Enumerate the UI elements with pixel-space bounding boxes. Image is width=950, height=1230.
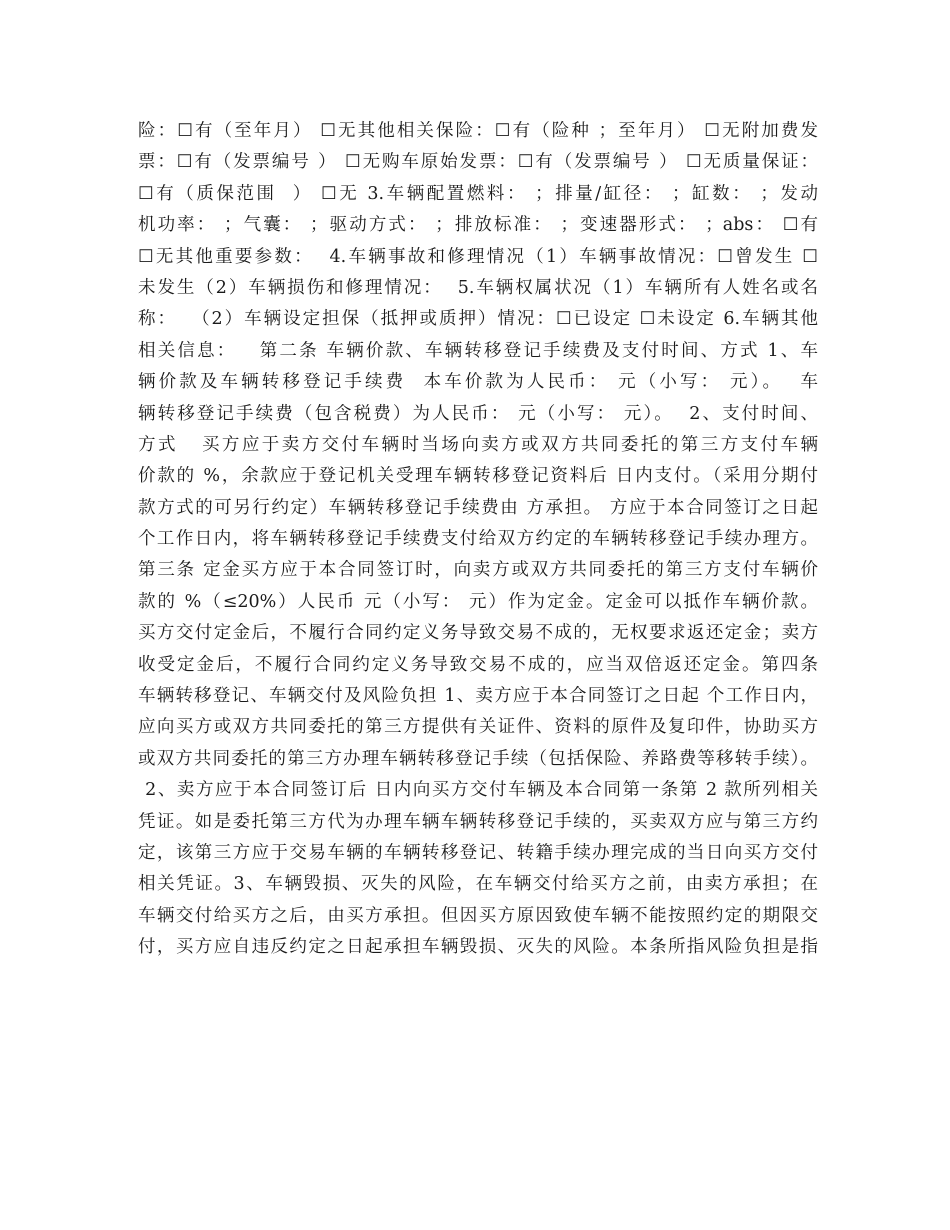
text-line: 买方交付定金后，不履行合同约定义务导致交易不成的，无权要求返还定金；卖方 [138,623,818,644]
text-line: 称： （2）车辆设定担保（抵押或质押）情况：☐已设定 ☐未设定 6.车辆其他 [138,309,818,330]
text-line: 辆价款及车辆转移登记手续费 本车价款为人民币： 元（小写： 元）。 车 [138,372,818,393]
contract-text-body [138,116,818,964]
text-line: 个工作日内，将车辆转移登记手续费支付给双方约定的车辆转移登记手续办理方。 [138,529,818,550]
text-line: 方式 买方应于卖方交付车辆时当场向卖方或双方共同委托的第三方支付车辆 [138,434,818,455]
text-line: 辆转移登记手续费（包含税费）为人民币： 元（小写： 元）。 2、支付时间、 [138,403,818,424]
text-line: ☐无其他重要参数： 4.车辆事故和修理情况（1）车辆事故情况：☐曾发生 ☐ [138,246,818,267]
text-line: 定，该第三方应于交易车辆的车辆转移登记、转籍手续办理完成的当日向买方交付 [138,842,818,863]
text-line: 车辆转移登记、车辆交付及风险负担 1、卖方应于本合同签订之日起 个工作日内， [138,686,818,707]
text-line: 相关凭证。3、车辆毁损、灭失的风险，在车辆交付给买方之前，由卖方承担；在 [138,874,818,895]
text-line: 车辆交付给买方之后，由买方承担。但因买方原因致使车辆不能按照约定的期限交 [138,905,818,926]
text-line: 价款的 %，余款应于登记机关受理车辆转移登记资料后 日内支付。（采用分期付 [138,466,818,487]
text-line: 险：☐有（至年月） ☐无其他相关保险：☐有（险种 ；至年月） ☐无附加费发 [138,121,818,141]
text-line: 或双方共同委托的第三方办理车辆转移登记手续（包括保险、养路费等移转手续）。 [138,748,818,769]
text-line: 付，买方应自违反约定之日起承担车辆毁损、灭失的风险。本条所指风险负担是指 [138,937,818,958]
text-line: ☐有（质保范围 ） ☐无 3.车辆配置燃料： ；排量/缸径： ；缸数： ；发动 [138,183,818,204]
text-line: 款的 %（≤20%）人民币 元（小写： 元）作为定金。定金可以抵作车辆价款。 [138,591,818,612]
text-line: 凭证。如是委托第三方代为办理车辆车辆转移登记手续的，买卖双方应与第三方约 [138,811,818,832]
text-line: 应向买方或双方共同委托的第三方提供有关证件、资料的原件及复印件，协助买方 [138,717,818,738]
text-line: 票：☐有（发票编号 ） ☐无购车原始发票：☐有（发票编号 ） ☐无质量保证： [138,152,818,173]
text-line: 未发生（2）车辆损伤和修理情况： 5.车辆权属状况（1）车辆所有人姓名或名 [138,277,818,298]
text-line: 款方式的可另行约定）车辆转移登记手续费由 方承担。 方应于本合同签订之日起 [138,497,818,518]
text-line: 机功率： ；气囊： ；驱动方式： ；排放标准： ；变速器形式： ；abs： ☐有 [138,215,818,236]
text-line: 收受定金后，不履行合同约定义务导致交易不成的，应当双倍返还定金。第四条 [138,654,818,675]
text-line: 第三条 定金买方应于本合同签订时，向卖方或双方共同委托的第三方支付车辆价 [138,560,818,581]
text-line: 相关信息： 第二条 车辆价款、车辆转移登记手续费及支付时间、方式 1、车 [138,340,818,361]
text-line: 2、卖方应于本合同签订后 日内向买方交付车辆及本合同第一条第 2 款所列相关 [138,780,818,801]
